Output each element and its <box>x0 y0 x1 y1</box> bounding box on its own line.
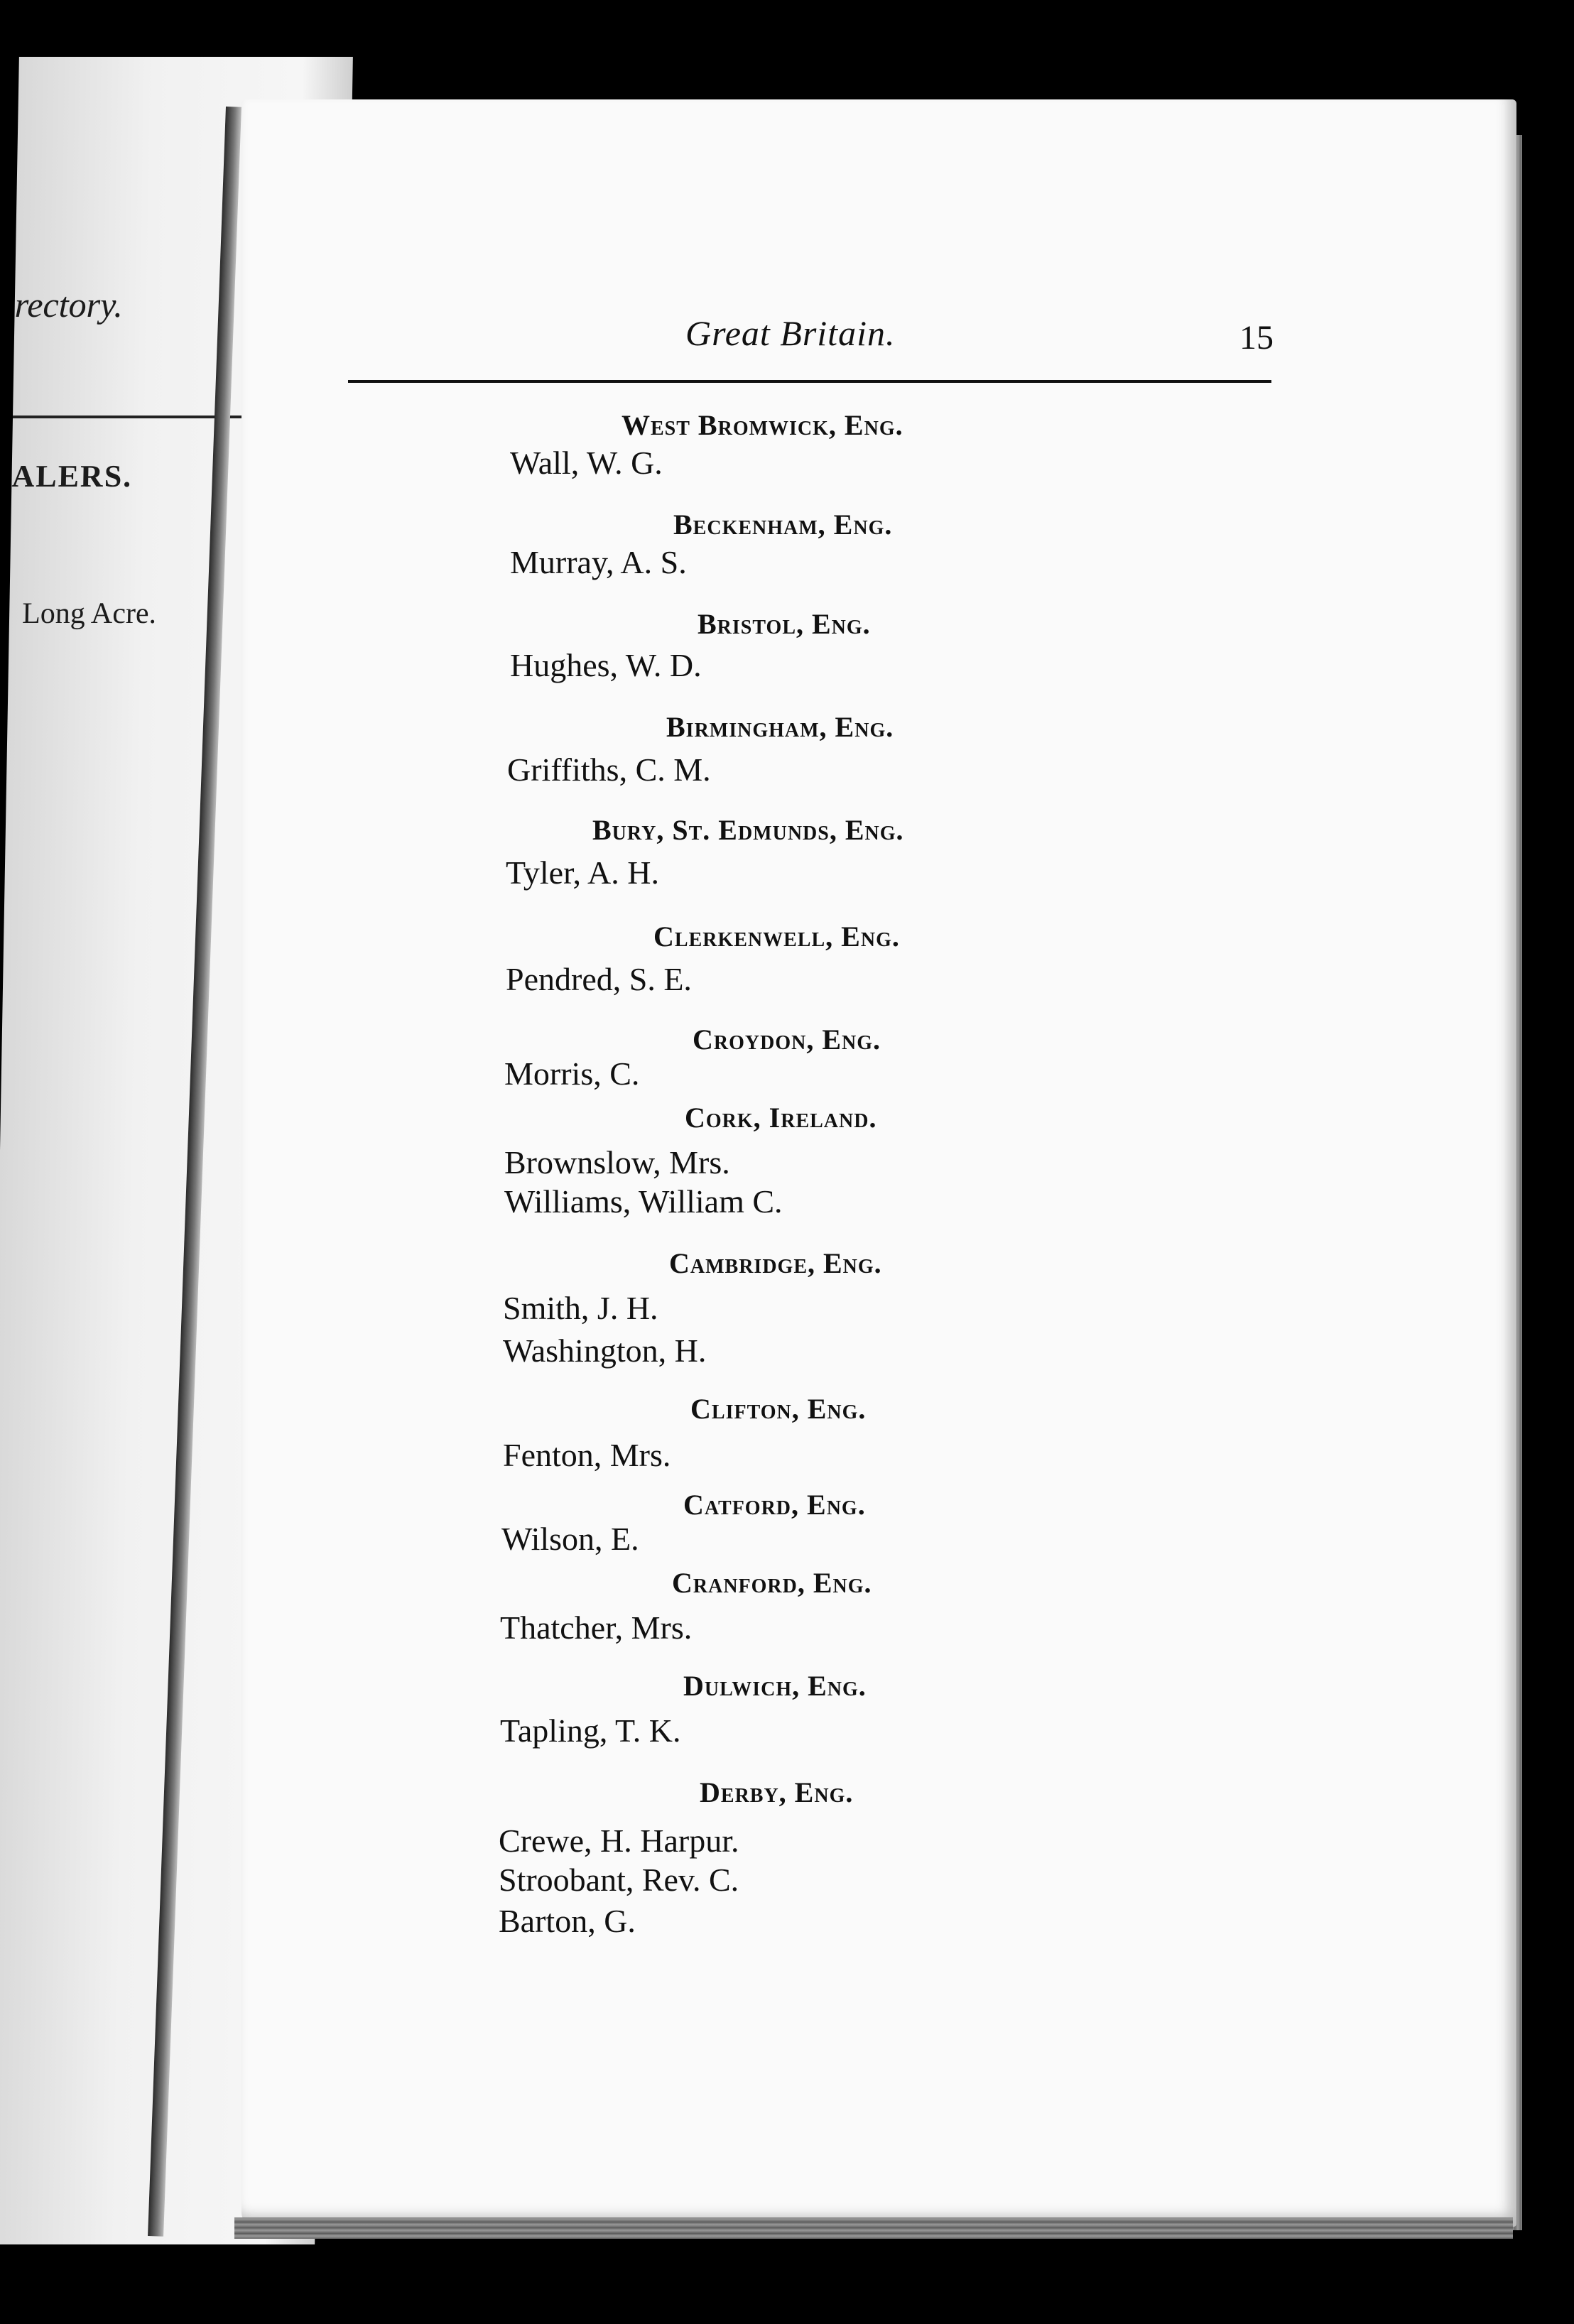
directory-name: Barton, G. <box>499 1903 636 1939</box>
place-heading: Cork, Ireland. <box>685 1102 877 1134</box>
directory-name: Washington, H. <box>503 1332 707 1369</box>
left-line-fragment: Long Acre. <box>21 597 157 630</box>
place-heading: Clerkenwell, Eng. <box>653 921 900 952</box>
directory-name: Stroobant, Rev. C. <box>499 1862 739 1898</box>
directory-name: Tapling, T. K. <box>500 1712 681 1749</box>
bottom-page-edge <box>234 2217 1513 2239</box>
directory-name: Griffiths, C. M. <box>507 751 711 788</box>
header-rule <box>348 380 1271 383</box>
left-running-head-fragment: rectory. <box>14 285 124 325</box>
place-heading: Cambridge, Eng. <box>669 1247 882 1279</box>
directory-name: Pendred, S. E. <box>506 961 692 997</box>
directory-name: Crewe, H. Harpur. <box>499 1823 739 1859</box>
directory-name: Wall, W. G. <box>510 445 663 481</box>
directory-name: Morris, C. <box>504 1055 640 1092</box>
running-head: Great Britain. <box>685 313 896 353</box>
place-heading: Dulwich, Eng. <box>683 1670 867 1702</box>
place-heading: Bury, St. Edmunds, Eng. <box>592 814 904 846</box>
directory-name: Wilson, E. <box>501 1521 639 1557</box>
directory-name: Fenton, Mrs. <box>503 1437 671 1473</box>
place-heading: Catford, Eng. <box>683 1489 866 1521</box>
directory-name: Murray, A. S. <box>510 544 687 580</box>
page-number: 15 <box>1239 319 1274 357</box>
directory-name: Williams, William C. <box>504 1183 783 1220</box>
place-heading: Birmingham, Eng. <box>666 711 894 743</box>
directory-name: Hughes, W. D. <box>510 647 702 683</box>
place-heading: West Bromwick, Eng. <box>622 409 903 441</box>
left-heading-fragment: ALERS. <box>11 459 133 494</box>
place-heading: Clifton, Eng. <box>690 1393 867 1425</box>
directory-name: Thatcher, Mrs. <box>500 1609 693 1646</box>
directory-name: Smith, J. H. <box>503 1290 658 1326</box>
place-heading: Derby, Eng. <box>700 1776 854 1808</box>
place-heading: Croydon, Eng. <box>693 1023 881 1055</box>
directory-name: Brownslow, Mrs. <box>504 1144 730 1180</box>
directory-name: Tyler, A. H. <box>506 854 659 891</box>
place-heading: Beckenham, Eng. <box>673 509 893 541</box>
place-heading: Bristol, Eng. <box>698 608 871 640</box>
place-heading: Cranford, Eng. <box>672 1567 872 1599</box>
